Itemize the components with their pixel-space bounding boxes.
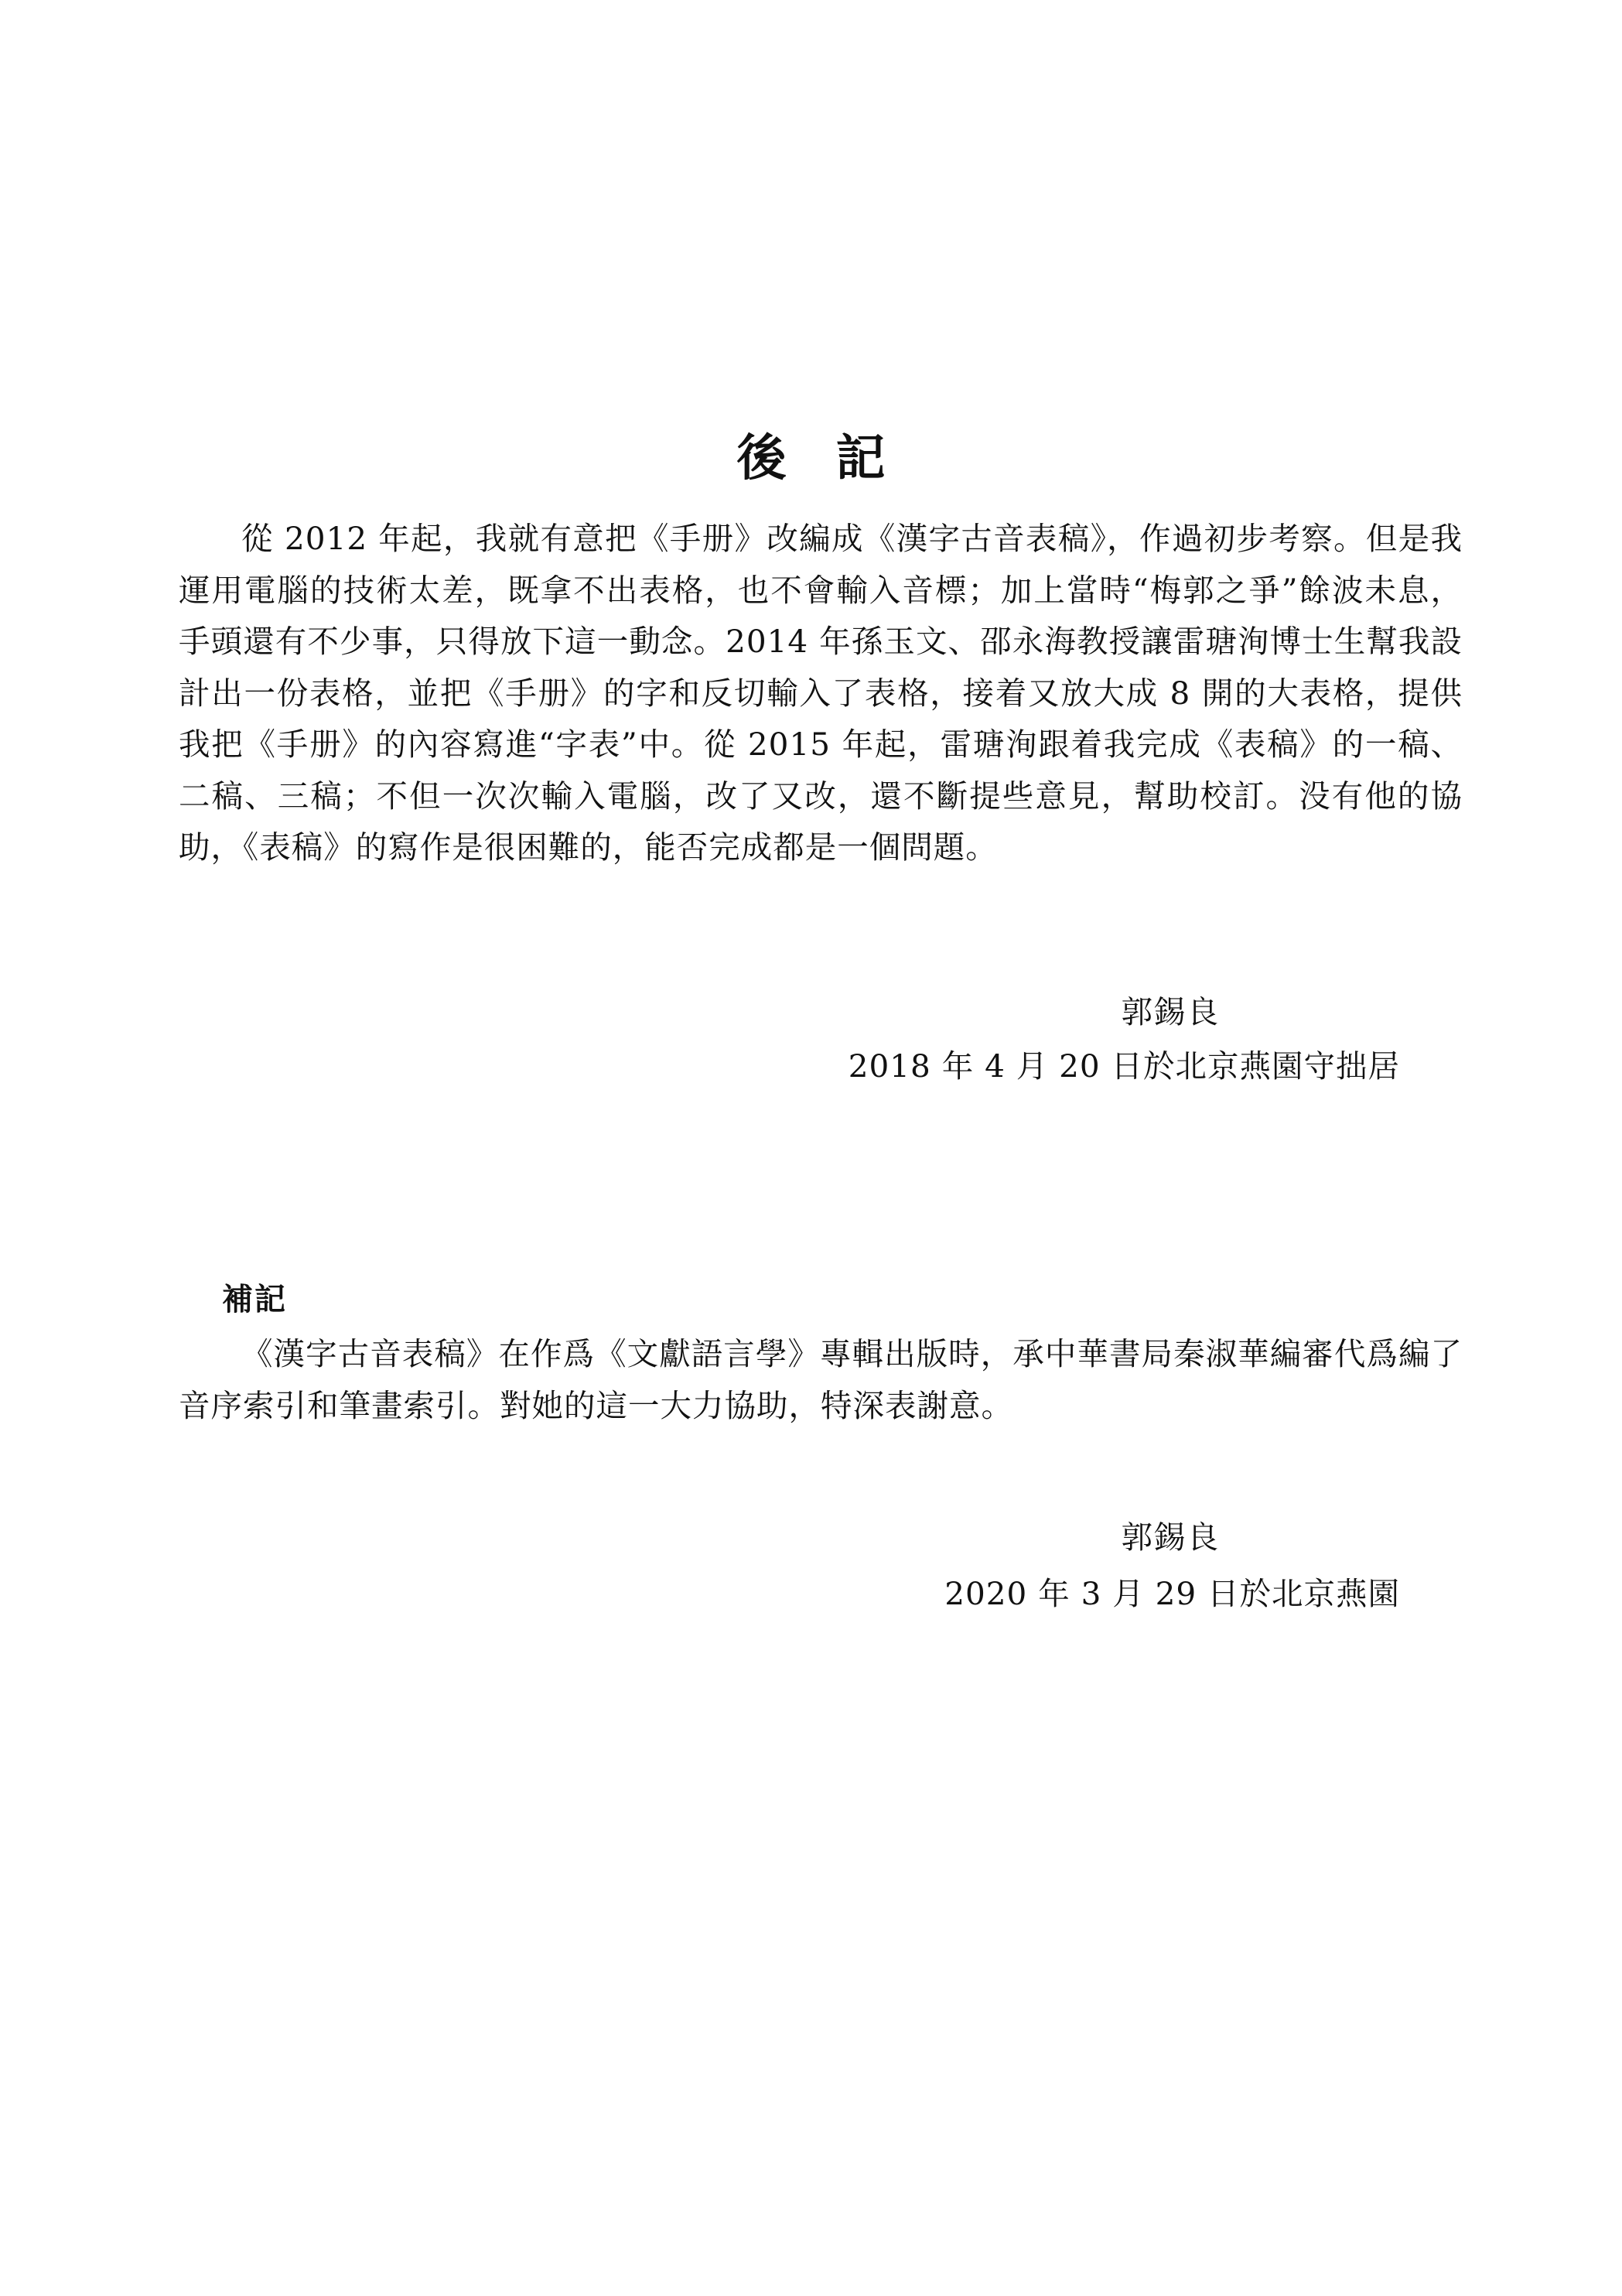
- supplement-signature-date: 2020 年 3 月 29 日於北京燕園: [944, 1575, 1400, 1612]
- afterword-signature-name: 郭錫良: [1121, 993, 1220, 1030]
- supplement-heading: 補記: [222, 1282, 287, 1317]
- supplement-paragraph: 《漢字古音表稿》在作爲《文獻語言學》專輯出版時，承中華書局秦淑華編審代爲編了音序索引和筆畫索引。對她的這一大力協助，特深表謝意。: [179, 1335, 1463, 1424]
- afterword-signature-date: 2018 年 4 月 20 日於北京燕園守拙居: [848, 1047, 1400, 1085]
- afterword-paragraph: 從 2012 年起，我就有意把《手册》改編成《漢字古音表稿》，作過初步考察。但是我運用電腦的技術太差，既拿不出表格，也不會輸入音標；加上當時“梅郭之爭”餘波未息，手頭還有不少事，只得放下這一動念。2014 年孫玉文、邵永海教授讓雷瑭洵博士生幫我設計出一份表格，並把《手册》的字和反切輸入了表格，接着又放大成 8 開的大表格，提供我把《手册》的內容寫進“字表”中。從 2015 年起，雷瑭洵跟着我完成《表稿》的一稿、二稿、三稿；不但一次次輸入電腦，改了又改，還不斷提些意見，幫助校訂。没有他的協助，《表稿》的寫作是很困難的，能否完成都是一個問題。: [179, 520, 1463, 866]
- supplement-signature-name: 郭錫良: [1121, 1519, 1220, 1556]
- page-title: 後記: [736, 429, 935, 487]
